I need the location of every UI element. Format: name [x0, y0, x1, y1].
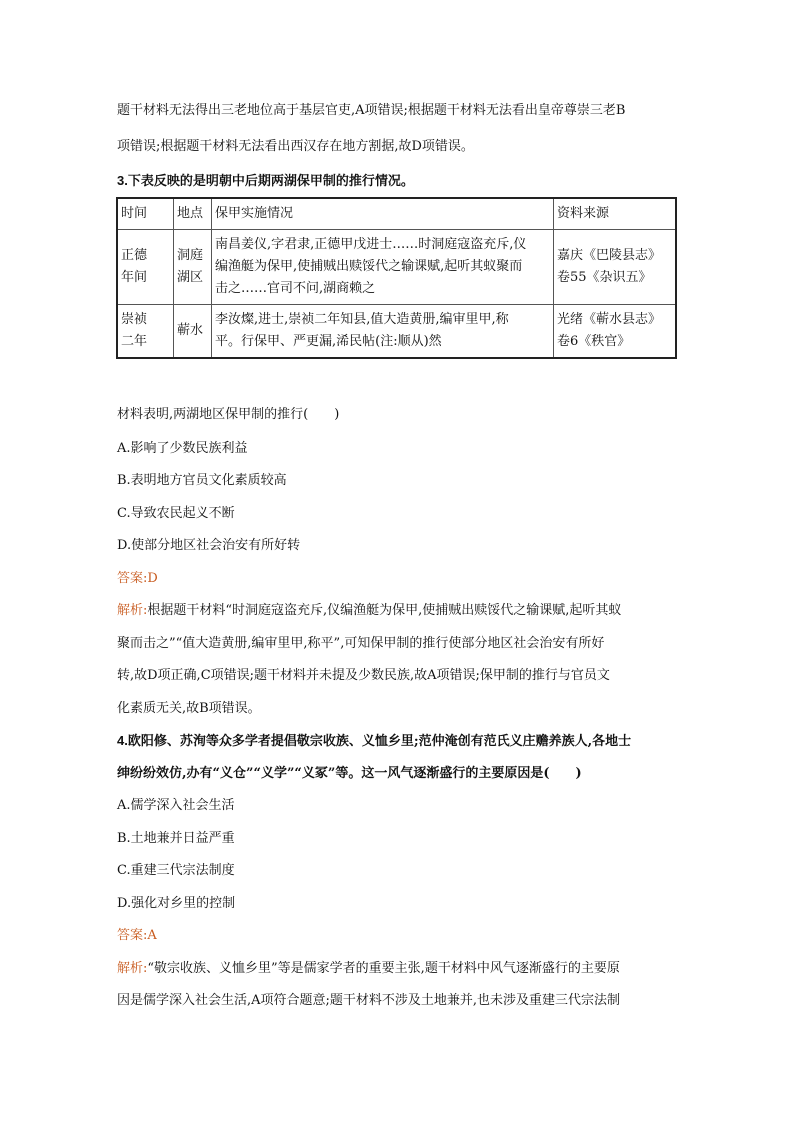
- question-3-stem: [117, 171, 414, 192]
- answer-value: D: [147, 571, 158, 586]
- answer-label: 答案:: [117, 928, 148, 943]
- header-cell-time: 时间: [117, 198, 174, 230]
- question-4-stem-line-2: 绅纷纷效仿,办有“义仓”“义学”“义冢”等。这一风气逐渐盛行的主要原因是( ): [117, 766, 582, 781]
- analysis-label: 解析:: [117, 961, 148, 976]
- cell-place: 蕲水: [174, 305, 212, 359]
- analysis-line-2: 聚而击之”“值大造黄册,编审里甲,称平”,可知保甲制的推行使部分地区社会治安有所好: [117, 636, 605, 651]
- table-row: [117, 230, 676, 305]
- question-4-stem-line-1: 4.欧阳修、苏洵等众多学者提倡敬宗收族、义恤乡里;范仲淹创有范氏义庄赡养族人,各地士: [117, 733, 632, 749]
- answer-label: 答案:: [117, 571, 148, 586]
- intro-line-2: 项错误;根据题干材料无法看出西汉存在地方割据,故D项错误。: [117, 139, 474, 154]
- question-number: 4.: [117, 733, 128, 748]
- table-row: [117, 305, 676, 359]
- header-cell-place: 地点: [174, 198, 212, 230]
- cell-source: 光绪《蕲水县志》 卷6《秩官》: [554, 305, 677, 359]
- cell-info: 李汝燦,进士,崇祯二年知县,值大造黄册,编审里甲,称 平。行保甲、严更漏,浠民帖(注:顺从)然: [212, 305, 554, 359]
- option-a: A.影响了少数民族利益: [117, 441, 248, 456]
- option-a: A.儒学深入社会生活: [117, 798, 235, 813]
- option-c: C.导致农民起义不断: [117, 506, 235, 521]
- cell-place: 洞庭 湖区: [174, 230, 212, 305]
- table-header-row: [117, 198, 676, 230]
- analysis-line-2: 因是儒学深入社会生活,A项符合题意;题干材料不涉及土地兼并,也未涉及重建三代宗法制: [117, 993, 621, 1008]
- option-d: D.使部分地区社会治安有所好转: [117, 538, 301, 553]
- analysis-line-1: 解析:“敬宗收族、义恤乡里”等是儒家学者的重要主张,题干材料中风气逐渐盛行的主要原: [117, 961, 620, 976]
- question-text: 下表反映的是明朝中后期两湖保甲制的推行情况。: [127, 174, 414, 189]
- cell-time: 正德 年间: [117, 230, 174, 305]
- header-cell-info: 保甲实施情况: [212, 198, 554, 230]
- option-c: C.重建三代宗法制度: [117, 863, 235, 878]
- question-prompt: 材料表明,两湖地区保甲制的推行( ): [117, 407, 340, 422]
- option-b: B.表明地方官员文化素质较高: [117, 473, 287, 488]
- header-cell-source: 资料来源: [554, 198, 677, 230]
- option-b: B.土地兼并日益严重: [117, 831, 235, 846]
- analysis-line-4: 化素质无关,故B项错误。: [117, 701, 261, 716]
- option-d: D.强化对乡里的控制: [117, 896, 236, 911]
- data-table: [116, 197, 677, 359]
- answer-value: A: [147, 928, 157, 943]
- analysis-label: 解析:: [117, 603, 148, 618]
- analysis-line-3: 转,故D项正确,C项错误;题干材料并未提及少数民族,故A项错误;保甲制的推行与官员文: [117, 668, 610, 683]
- answer-line: [117, 569, 158, 589]
- question-number: 3.: [117, 173, 128, 188]
- analysis-line-1: 解析:根据题干材料“时洞庭寇盗充斥,仪编渔艇为保甲,使捕贼出赎馁代之输课赋,起听其蚁: [117, 603, 622, 618]
- answer-line: [117, 926, 157, 946]
- intro-line-1: 题干材料无法得出三老地位高于基层官吏,A项错误;根据题干材料无法看出皇帝尊崇三老B: [117, 103, 626, 118]
- cell-source: 嘉庆《巴陵县志》 卷55《杂识五》: [554, 230, 677, 305]
- cell-time: 崇祯 二年: [117, 305, 174, 359]
- cell-info: 南昌姜仪,字君隶,正德甲戊进士……时洞庭寇盗充斥,仪 编渔艇为保甲,使捕贼出赎馁代之输课赋,起听其蚁聚而 击之……官司不问,湖商赖之: [212, 230, 554, 305]
